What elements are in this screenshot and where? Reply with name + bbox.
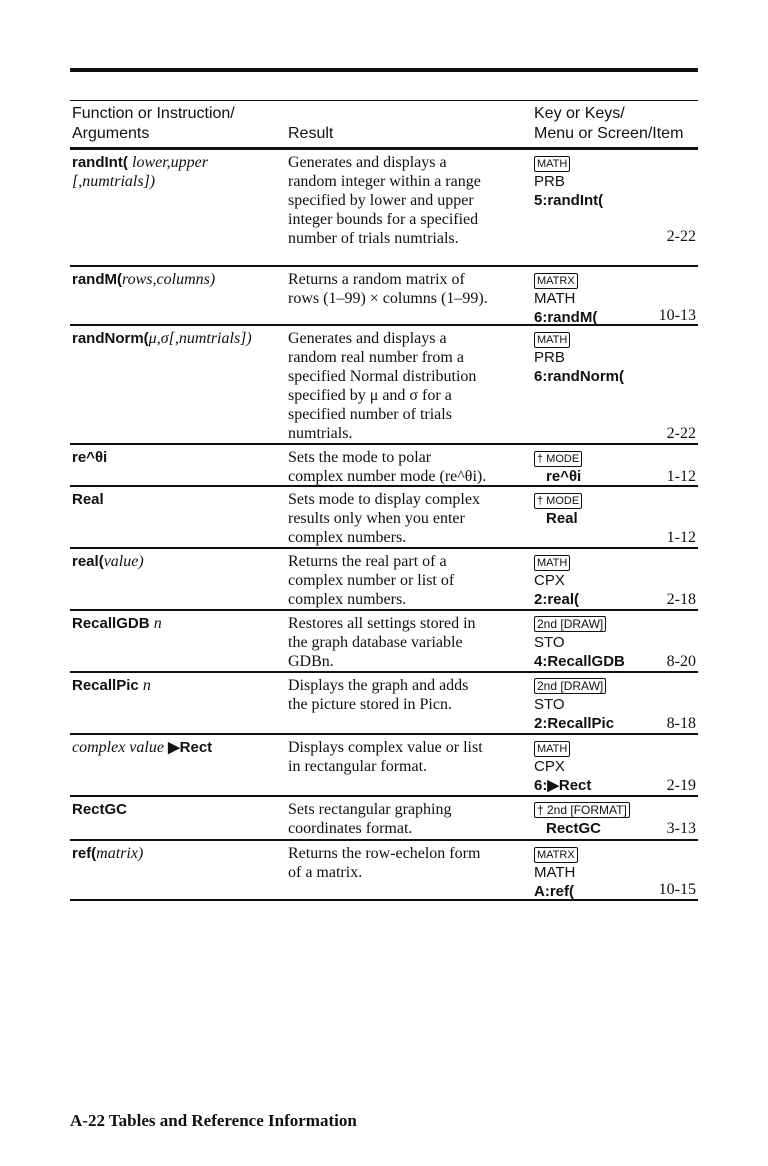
keys-cell [534,552,664,609]
function-name: RecallGDB [72,615,150,632]
keys-cell [534,270,664,327]
result-line: Returns a random matrix of [288,271,465,288]
menu-item: 5:randInt( [534,192,604,209]
function-args: n [142,677,151,694]
2nd-key: 2nd [DRAW] [534,616,606,632]
result-line: specified by μ and σ for a [288,387,452,404]
function-cell [72,153,286,191]
header-function-line2: Arguments [72,125,150,142]
function-name: randNorm( [72,330,149,347]
result-line: complex number or list of [288,572,455,589]
result-cell [288,614,532,671]
result-cell [288,490,532,547]
math-key: MATH [534,156,570,172]
result-line: rows (1–99) × columns (1–99). [288,290,488,307]
function-name: RectGC [72,801,128,818]
function-args: rows,columns) [122,271,216,288]
result-cell [288,552,532,609]
page-ref: 1-12 [666,468,696,485]
result-line: Displays the graph and adds [288,677,469,694]
function-cell [72,800,286,819]
function-cell [72,676,286,695]
keys-cell [534,800,664,838]
function-cell [72,270,286,289]
menu-item: CPX [534,572,565,589]
page-ref: 10-13 [658,307,696,324]
result-cell [288,800,532,838]
result-line: the graph database variable [288,634,463,651]
function-args: matrix) [96,845,144,862]
function-name: ref( [72,845,97,862]
menu-item: A:ref( [534,883,574,900]
2nd-key: 2nd [DRAW] [534,678,606,694]
table-row [70,326,698,445]
menu-item: MATH [534,290,576,307]
menu-item: STO [534,634,565,651]
function-name: randInt( [72,154,128,171]
result-cell [288,329,532,443]
table-row [70,487,698,549]
menu-item: MATH [534,864,576,881]
table-row [70,549,698,611]
result-line: random integer within a range [288,173,481,190]
function-name: RecallPic [72,677,139,694]
menu-item: PRB [534,349,565,366]
page-ref: 2-22 [666,228,696,245]
reference-table [70,100,698,901]
result-line: number of trials numtrials. [288,230,459,247]
function-cell [72,844,286,863]
result-line: complex numbers. [288,529,407,546]
result-line: Generates and displays a [288,330,447,347]
keys-cell [534,448,664,486]
menu-item: 6:▶Rect [534,777,592,794]
function-args: n [153,615,162,632]
result-line: complex number mode (re^θi). [288,468,487,485]
page-ref: 2-18 [666,591,696,608]
page-ref: 2-19 [666,777,696,794]
table-row [70,445,698,487]
result-line: complex numbers. [288,591,407,608]
header-keys-line1: Key or Keys/ [534,105,625,122]
table-row [70,267,698,326]
result-line: specified number of trials [288,406,452,423]
page-ref: 10-15 [658,881,696,898]
keys-cell [534,844,664,901]
math-key: MATH [534,555,570,571]
function-cell [72,448,286,467]
function-args: complex value [72,739,164,756]
table-row [70,841,698,901]
keys-cell [534,490,664,528]
table-row [70,735,698,797]
table-row [70,611,698,673]
result-cell [288,738,532,776]
result-line: Returns the real part of a [288,553,447,570]
function-cell [72,329,286,348]
function-args: value) [103,553,144,570]
result-cell [288,448,532,486]
result-line: Sets the mode to polar [288,449,432,466]
keys-cell [534,614,664,671]
result-line: specified Normal distribution [288,368,477,385]
function-name: randM( [72,271,122,288]
result-line: coordinates format. [288,820,413,837]
table-row [70,150,698,267]
page-ref: 2-22 [666,425,696,442]
result-line: numtrials. [288,425,353,442]
function-name: Real [72,491,104,508]
result-cell [288,676,532,714]
top-rule [70,68,698,72]
header-keys-line2: Menu or Screen/Item [534,125,684,142]
function-cell [72,490,286,509]
menu-item: 6:randNorm( [534,368,625,385]
menu-item: Real [546,510,578,527]
result-cell [288,153,532,248]
menu-item: 2:RecallPic [534,715,615,732]
page-ref: 1-12 [666,529,696,546]
page-ref: 8-18 [666,715,696,732]
menu-item: 6:randM( [534,309,598,326]
menu-item: STO [534,696,565,713]
function-args: μ,σ[,numtrials]) [148,330,252,347]
keys-cell [534,153,664,210]
mode-key: † MODE [534,451,582,467]
keys-cell [534,738,664,795]
menu-item: PRB [534,173,565,190]
result-line: Sets rectangular graphing [288,801,452,818]
keys-cell [534,329,664,386]
menu-item: RectGC [546,820,602,837]
keys-cell [534,676,664,733]
function-cell [72,552,286,571]
result-cell [288,270,532,308]
table-header [70,100,698,150]
result-line: Returns the row-echelon form [288,845,481,862]
result-line: of a matrix. [288,864,363,881]
table-row [70,797,698,841]
function-name: re^θi [72,449,108,466]
math-key: MATH [534,741,570,757]
matrx-key: MATRX [534,273,578,289]
mode-key: † MODE [534,493,582,509]
menu-item: 2:real( [534,591,580,608]
result-line: the picture stored in Picn. [288,696,452,713]
page-ref: 3-13 [666,820,696,837]
result-line: Generates and displays a [288,154,447,171]
header-result: Result [288,125,334,142]
page-footer: A-22 Tables and Reference Information [70,1111,357,1130]
result-line: Restores all settings stored in [288,615,476,632]
2nd-key: † 2nd [FORMAT] [534,802,630,818]
result-line: GDBn. [288,653,334,670]
math-key: MATH [534,332,570,348]
menu-item: CPX [534,758,565,775]
result-line: Displays complex value or list [288,739,483,756]
table-row [70,673,698,735]
result-line: Sets mode to display complex [288,491,480,508]
function-cell [72,614,286,633]
result-line: results only when you enter [288,510,465,527]
menu-item: re^θi [546,468,582,485]
function-args: lower,upper [,numtrials]) [72,154,208,190]
result-cell [288,844,532,882]
result-line: random real number from a [288,349,464,366]
function-name: real( [72,553,104,570]
function-cell [72,738,286,757]
menu-item: 4:RecallGDB [534,653,625,670]
matrx-key: MATRX [534,847,578,863]
function-name: ▶Rect [168,739,213,756]
result-line: in rectangular format. [288,758,428,775]
result-line: integer bounds for a specified [288,211,479,228]
header-function-line1: Function or Instruction/ [72,105,235,122]
page-ref: 8-20 [666,653,696,670]
result-line: specified by lower and upper [288,192,474,209]
